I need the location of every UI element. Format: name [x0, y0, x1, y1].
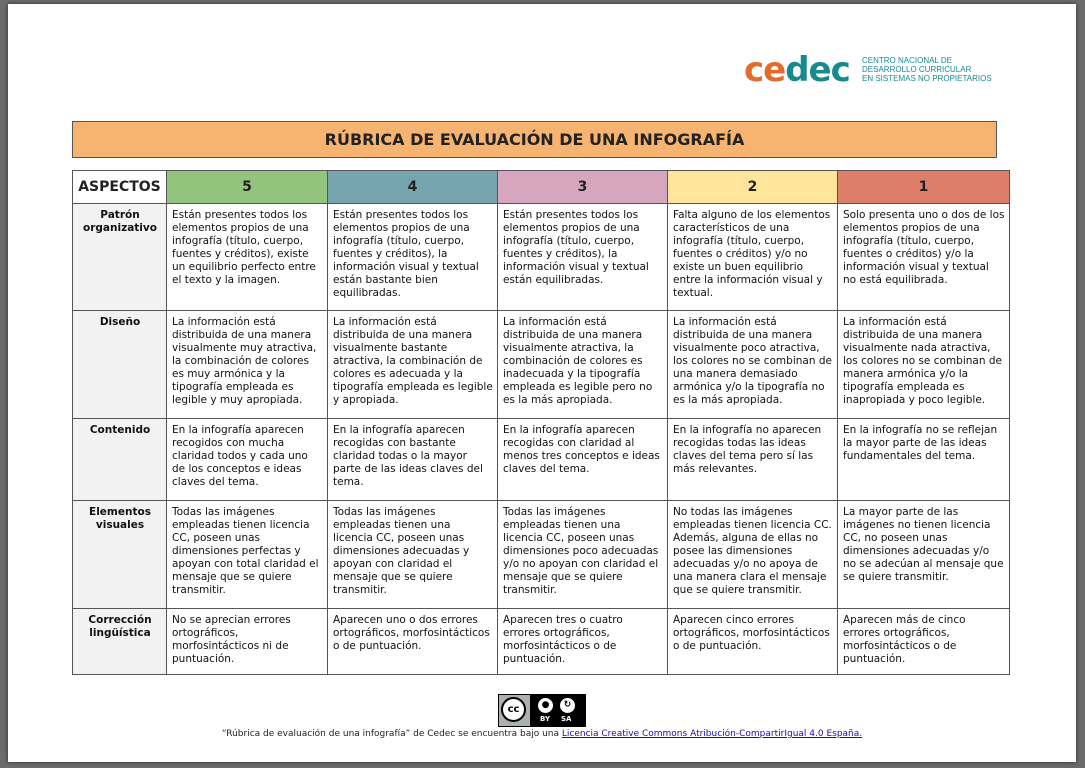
aspect-cell: Contenido: [73, 419, 167, 501]
cc-icon: cc: [501, 697, 526, 722]
criterion-cell: En la infografía no aparecen recogidas todas las ideas claves del tema pero sí las más relevantes.: [668, 419, 838, 501]
criterion-cell: Están presentes todos los elementos propios de una infografía (título, cuerpo, fuentes y créditos), existe un equilibrio perfecto entre el texto y la imagen.: [167, 204, 328, 311]
level-header-3: 3: [498, 171, 668, 204]
aspect-cell: Corrección lingüística: [73, 609, 167, 675]
table-row: [73, 204, 1010, 311]
aspect-cell: Patrón organizativo: [73, 204, 167, 311]
logo-tagline-line2: DESARROLLO CURRICULAR: [862, 65, 972, 74]
license-link[interactable]: Licencia Creative Commons Atribución-CompartirIgual 4.0 España.: [561, 729, 863, 739]
criterion-cell: Aparecen uno o dos errores ortográficos, morfosintácticos o de puntuación.: [328, 609, 498, 675]
criterion-cell: Todas las imágenes empleadas tienen una licencia CC, poseen unas dimensiones poco adecuadas y/o no apoyan con claridad el mensaje que se quiere transmitir.: [498, 501, 668, 609]
level-header-2: 2: [668, 171, 838, 204]
criterion-cell: Todas las imágenes empleadas tienen licencia CC, poseen unas dimensiones perfectas y apoyan con total claridad el mensaje que se quiere transmitir.: [167, 501, 328, 609]
document-page: [8, 4, 1076, 762]
aspect-cell: Elementos visuales: [73, 501, 167, 609]
criterion-cell: La información está distribuida de una manera visualmente poco atractiva, los colores no se combinan de una manera demasiado armónica y/o la tipografía no es la más apropiada.: [668, 311, 838, 419]
share-alike-icon: ↻: [560, 698, 575, 713]
table-row: [73, 419, 1010, 501]
aspect-cell: Diseño: [73, 311, 167, 419]
license-footer: [8, 729, 1076, 739]
criterion-cell: Aparecen más de cinco errores ortográficos, morfosintácticos o de puntuación.: [838, 609, 1010, 675]
logo-tagline: [862, 56, 1002, 83]
table-row: [73, 311, 1010, 419]
table-row: [73, 501, 1010, 609]
logo-wordmark: cedec: [744, 50, 850, 90]
criterion-cell: La información está distribuida de una manera visualmente nada atractiva, los colores no se combinan de manera armónica y/o la tipografía empleada es inapropiada y poco legible.: [838, 311, 1010, 419]
rubric-table: [72, 170, 1010, 675]
criterion-cell: Aparecen cinco errores ortográficos, morfosintácticos o de puntuación.: [668, 609, 838, 675]
criterion-cell: Todas las imágenes empleadas tienen una licencia CC, poseen unas dimensiones adecuadas y apoyan con claridad el mensaje que se quiere transmitir.: [328, 501, 498, 609]
cc-by-label: BY: [540, 715, 551, 723]
level-header-1: 1: [838, 171, 1010, 204]
level-header-4: 4: [328, 171, 498, 204]
criterion-cell: En la infografía aparecen recogidos con mucha claridad todos y cada uno de los conceptos e ideas claves del tema.: [167, 419, 328, 501]
table-row: [73, 609, 1010, 675]
aspects-header: ASPECTOS: [73, 171, 167, 204]
criterion-cell: La información está distribuida de una manera visualmente atractiva, la combinación de colores es inadecuada y la tipografía empleada es legible pero no es la más apropiada.: [498, 311, 668, 419]
criterion-cell: No se aprecian errores ortográficos, morfosintácticos ni de puntuación.: [167, 609, 328, 675]
criterion-cell: Falta alguno de los elementos característicos de una infografía (título, cuerpo, fuentes o créditos) y/o no existe un buen equilibrio entre la información visual y textual.: [668, 204, 838, 311]
criterion-cell: Están presentes todos los elementos propios de una infografía (título, cuerpo, fuentes y créditos), la información visual y textual están equilibradas.: [498, 204, 668, 311]
page-title: RÚBRICA DE EVALUACIÓN DE UNA INFOGRAFÍA: [72, 121, 997, 158]
criterion-cell: En la infografía aparecen recogidas con bastante claridad todas o la mayor parte de las ideas claves del tema.: [328, 419, 498, 501]
cc-license-badge: [498, 694, 586, 727]
criterion-cell: Están presentes todos los elementos propios de una infografía (título, cuerpo, fuentes y créditos), la información visual y textual están bastante bien equilibradas.: [328, 204, 498, 311]
criterion-cell: La información está distribuida de una manera visualmente bastante atractiva, la combinación de colores es adecuada y la tipografía empleada es legible y apropiada.: [328, 311, 498, 419]
header-row: [73, 171, 1010, 204]
criterion-cell: Solo presenta uno o dos de los elementos propios de una infografía (título, cuerpo, fuentes o créditos) y/o la información visual y textual no está equilibrada.: [838, 204, 1010, 311]
logo-tagline-line3: EN SISTEMAS NO PROPIETARIOS: [862, 74, 992, 83]
cc-sa-label: SA: [561, 715, 572, 723]
criterion-cell: La mayor parte de las imágenes no tienen licencia CC, no poseen unas dimensiones adecuadas y/o no se adecúan al mensaje que se quiere transmitir.: [838, 501, 1010, 609]
criterion-cell: No todas las imágenes empleadas tienen licencia CC. Además, alguna de ellas no posee las dimensiones adecuadas y/o no apoya de una manera clara el mensaje que se quiere transmitir.: [668, 501, 838, 609]
criterion-cell: En la infografía no se reflejan la mayor parte de las ideas fundamentales del tema.: [838, 419, 1010, 501]
criterion-cell: Aparecen tres o cuatro errores ortográficos, morfosintácticos o de puntuación.: [498, 609, 668, 675]
criterion-cell: La información está distribuida de una manera visualmente muy atractiva, la combinación de colores es muy armónica y la tipografía empleada es legible y muy apropiada.: [167, 311, 328, 419]
criterion-cell: En la infografía aparecen recogidas con claridad al menos tres conceptos e ideas claves del tema.: [498, 419, 668, 501]
level-header-5: 5: [167, 171, 328, 204]
logo-tagline-line1: CENTRO NACIONAL DE: [862, 56, 952, 65]
footer-text: “Rúbrica de evaluación de una infografía” de Cedec se encuentra bajo una: [221, 729, 562, 739]
person-icon: ●: [538, 698, 553, 713]
cc-attribution-block: [530, 695, 585, 726]
